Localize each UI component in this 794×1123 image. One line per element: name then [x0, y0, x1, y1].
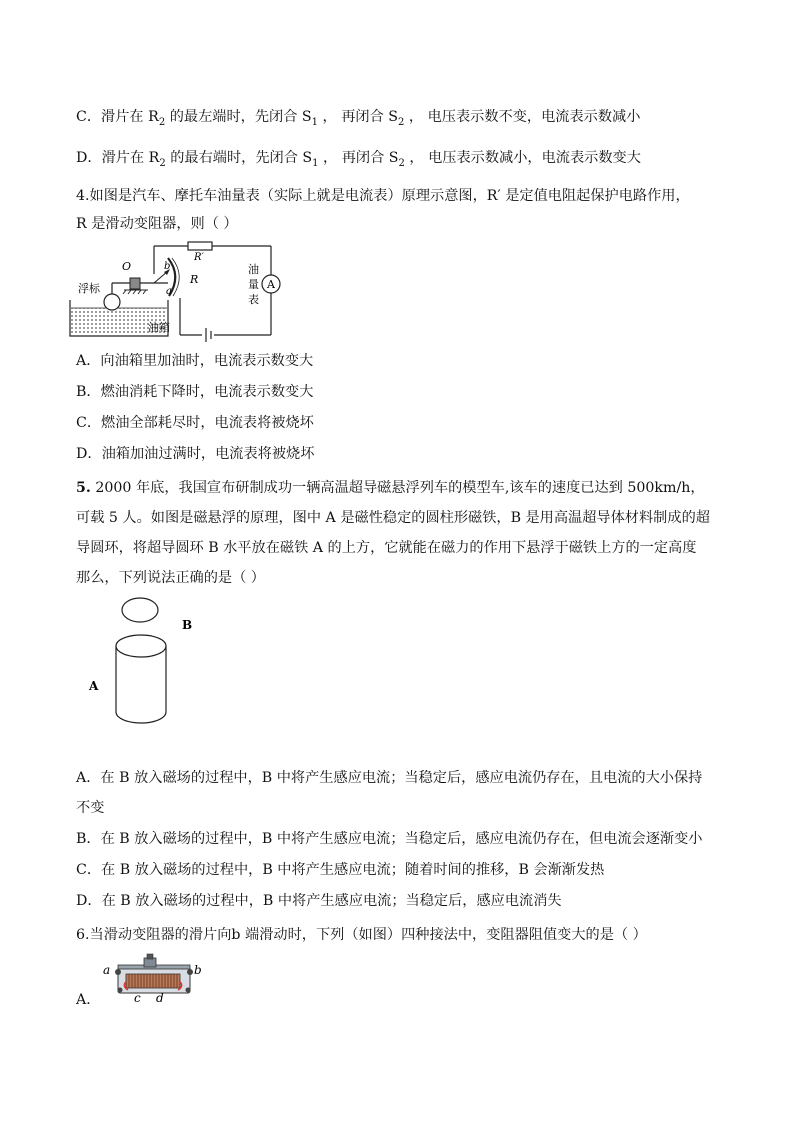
q5-stem-line3: 导圆环，将超导圆环 B 水平放在磁铁 A 的上方，它就能在磁力的作用下悬浮于磁铁上方的一定高度 [76, 540, 697, 556]
q5-option-a-line1: A．在 B 放入磁场的过程中，B 中将产生感应电流；当稳定后，感应电流仍存在，且电流的大小保持 [76, 770, 703, 786]
q3-option-d: D．滑片在 $R_2$ 的最右端时，先闭合 $S_1$ ， 再闭合 $S_2$ ， 电压表示数减小，电流表示数变大 [76, 150, 641, 169]
magnet-cylinder-a [116, 635, 166, 723]
svg-text:浮标: 浮标 [78, 282, 100, 295]
q6-stem: 6.当滑动变阻器的滑片向b 端滑动时，下列（如图）四种接法中，变阻器阻值变大的是（ ） [76, 927, 647, 943]
q5-option-a-line2: 不变 [76, 800, 105, 816]
svg-text:R: R [190, 273, 199, 286]
svg-text:油: 油 [248, 263, 259, 276]
svg-text:b: b [164, 261, 171, 272]
q4-option-c: C．燃油全部耗尽时，电流表将被烧坏 [76, 415, 314, 431]
q5-option-d: D．在 B 放入磁场的过程中，B 中将产生感应电流；当稳定后，感应电流消失 [76, 893, 562, 909]
q3-option-c: C．滑片在 $R_2$ 的最左端时，先闭合 $S_1$ ， 再闭合 $S_2$ ， 电压表示数不变，电流表示数减小 [76, 109, 641, 128]
q4-stem-line1: 4.如图是汽车、摩托车油量表（实际上就是电流表）原理示意图，R′ 是定值电阻起保护电路作用， [76, 188, 690, 204]
q5-stem-line4: 那么，下列说法正确的是（ ） [76, 570, 265, 586]
svg-text:B: B [182, 618, 193, 632]
svg-text:R′: R′ [194, 252, 204, 263]
slider-knob [144, 958, 156, 967]
q6-rheostat-diagram [100, 952, 204, 1004]
svg-text:b: b [194, 963, 202, 977]
svg-text:a: a [103, 963, 111, 977]
svg-text:A: A [267, 278, 275, 291]
svg-text:O: O [122, 260, 132, 273]
svg-text:表: 表 [248, 293, 259, 306]
svg-text:A: A [89, 679, 99, 693]
q5-stem-line1: 5. 2000 年底，我国宣布研制成功一辆高温超导磁悬浮列车的模型车,该车的速度已达到 500km/h， [76, 480, 705, 496]
svg-text:油箱: 油箱 [148, 321, 170, 334]
q5-number: 5. [76, 480, 91, 496]
svg-text:c: c [134, 991, 141, 1004]
q4-option-a: A．向油箱里加油时，电流表示数变大 [76, 353, 314, 369]
q4-stem-line2: R 是滑动变阻器，则（ ） [76, 216, 238, 232]
float-ball [104, 294, 120, 310]
q5-option-c: C．在 B 放入磁场的过程中，B 中将产生感应电流；随着时间的推移，B 会渐渐发热 [76, 862, 605, 878]
q5-stem-line2: 可载 5 人。如图是磁悬浮的原理，图中 A 是磁性稳定的圆柱形磁铁，B 是用高温超导体材料制成的超 [76, 510, 710, 526]
q5-maglev-diagram [84, 596, 214, 728]
svg-text:a: a [166, 286, 172, 297]
superconducting-ring-b [122, 598, 158, 622]
svg-text:d: d [156, 991, 164, 1004]
svg-text:量: 量 [248, 278, 259, 291]
resistor-r-prime [188, 242, 212, 250]
q5-option-b: B．在 B 放入磁场的过程中，B 中将产生感应电流；当稳定后，感应电流仍存在，但电流会逐渐变小 [76, 831, 703, 847]
q6-option-a-label: A． [76, 992, 101, 1008]
q4-oil-gauge-diagram [66, 238, 286, 346]
q4-option-b: B．燃油消耗下降时，电流表示数变大 [76, 384, 314, 400]
q4-option-d: D．油箱加油过满时，电流表将被烧坏 [76, 446, 315, 462]
